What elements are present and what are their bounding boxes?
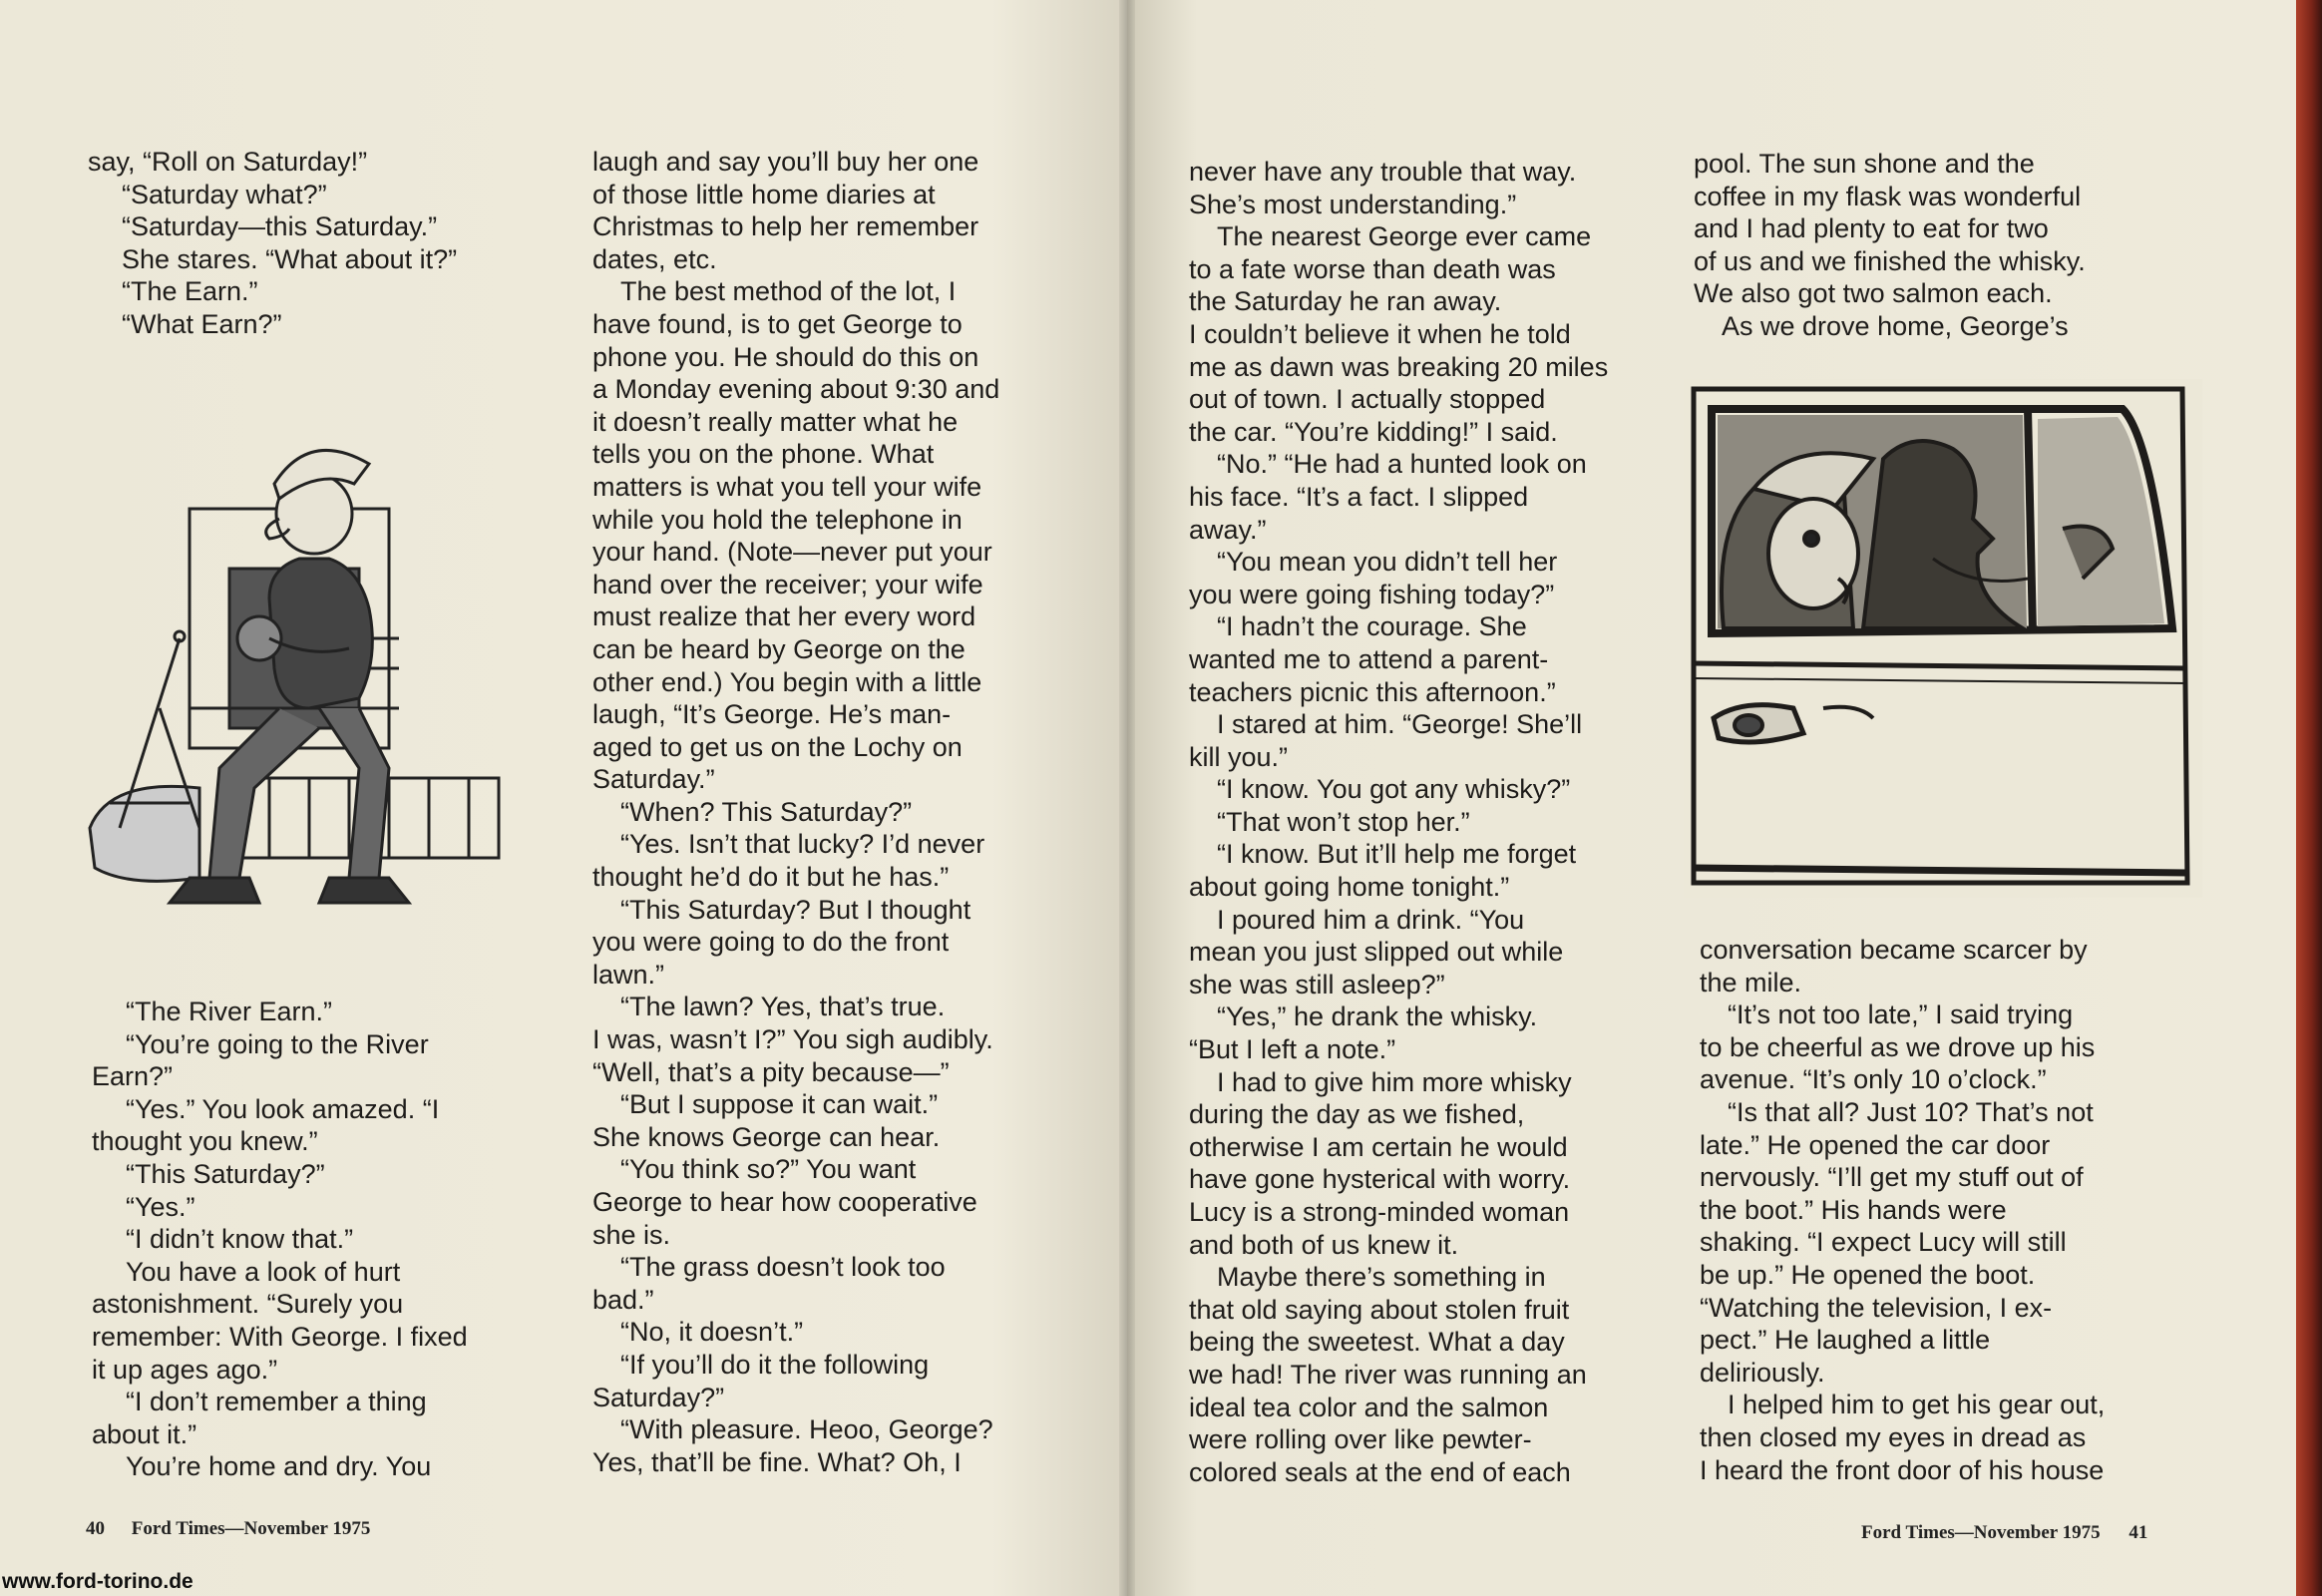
text-line: bad.”	[592, 1284, 654, 1315]
text-line: laugh, “It’s George. He’s man-	[592, 699, 952, 730]
text-line: I was, wasn’t I?” You sigh audibly.	[592, 1024, 993, 1055]
text-line: “This Saturday? But I thought	[620, 894, 971, 925]
text-line: hand over the receiver; your wife	[592, 569, 983, 599]
text-line: his face. “It’s a fact. I slipped	[1189, 481, 1529, 512]
text-line: “No, it doesn’t.”	[620, 1317, 804, 1348]
text-line: I stared at him. “George! She’ll	[1217, 709, 1583, 740]
text-line: say, “Roll on Saturday!”	[88, 147, 368, 177]
text-line: “Watching the television, I ex-	[1700, 1292, 2053, 1323]
website-watermark: www.ford-torino.de	[2, 1570, 194, 1593]
text-line: teachers picnic this afternoon.”	[1189, 676, 1556, 707]
text-line: “Is that all? Just 10? That’s not	[1728, 1096, 2094, 1127]
text-line: be up.” He opened the boot.	[1700, 1259, 2036, 1290]
text-line: the Saturday he ran away.	[1189, 286, 1502, 317]
text-line: colored seals at the end of each	[1189, 1456, 1571, 1487]
text-line: can be heard by George on the	[592, 633, 966, 664]
text-line: Yes, that’ll be fine. What? Oh, I	[592, 1446, 962, 1477]
text-line: “You think so?” You want	[620, 1154, 917, 1185]
text-line: that old saying about stolen fruit	[1189, 1294, 1570, 1325]
text-line: have gone hysterical with worry.	[1189, 1164, 1571, 1195]
text-line: thought you knew.”	[92, 1126, 318, 1157]
page-number: 41	[2128, 1522, 2148, 1543]
text-line: “You’re going to the River	[126, 1028, 429, 1059]
text-line: She stares. “What about it?”	[122, 243, 458, 274]
column-1-bottom	[92, 996, 571, 1483]
book-edge	[2296, 0, 2322, 1596]
text-line: “The grass doesn’t look too	[620, 1252, 946, 1283]
text-line: “The River Earn.”	[126, 997, 333, 1026]
text-line: “With pleasure. Heoo, George?	[620, 1414, 993, 1445]
text-line: it up ages ago.”	[92, 1354, 278, 1385]
text-line: she is.	[592, 1219, 671, 1250]
text-line: “Yes.” You look amazed. “I	[126, 1093, 440, 1124]
text-line: “When? This Saturday?”	[620, 796, 913, 827]
text-line: nervously. “I’ll get my stuff out of	[1700, 1162, 2084, 1193]
text-line: We also got two salmon each.	[1694, 278, 2053, 309]
text-line: conversation became scarcer by	[1700, 935, 2088, 965]
text-line: away.”	[1189, 514, 1267, 545]
text-line: laugh and say you’ll buy her one	[592, 147, 979, 177]
text-line: ideal tea color and the salmon	[1189, 1392, 1549, 1422]
text-line: it doesn’t really matter what he	[592, 406, 959, 437]
text-line: avenue. “It’s only 10 o’clock.”	[1700, 1064, 2047, 1095]
text-line: “You mean you didn’t tell her	[1217, 547, 1558, 578]
text-line: matters is what you tell your wife	[592, 471, 982, 502]
text-line: “Well, that’s a pity because—”	[592, 1056, 950, 1087]
text-line: As we drove home, George’s	[1722, 310, 2069, 341]
text-line: phone you. He should do this on	[592, 341, 979, 372]
text-line: “No.” “He had a hunted look on	[1217, 449, 1587, 480]
text-line: of us and we finished the whisky.	[1694, 245, 2086, 276]
page-number: 40	[86, 1518, 105, 1539]
text-line: coffee in my flask was wonderful	[1694, 181, 2082, 211]
text-line: astonishment. “Surely you	[92, 1289, 404, 1320]
text-line: The best method of the lot, I	[620, 276, 957, 307]
right-page-footer	[1861, 1522, 2147, 1544]
fisherman-illustration	[70, 409, 529, 928]
column-4-top	[1694, 148, 2172, 343]
left-page-footer	[86, 1518, 370, 1540]
text-line: Maybe there’s something in	[1217, 1262, 1546, 1293]
text-line: never have any trouble that way.	[1189, 157, 1577, 187]
text-line: “It’s not too late,” I said trying	[1728, 999, 2074, 1030]
page-gutter	[1119, 0, 1135, 1596]
text-line: lawn.”	[592, 959, 665, 990]
text-line: your hand. (Note—never put your	[592, 537, 992, 568]
text-line: late.” He opened the car door	[1700, 1129, 2051, 1160]
text-line: out of town. I actually stopped	[1189, 384, 1546, 415]
text-line: while you hold the telephone in	[592, 504, 963, 535]
text-line: the boot.” His hands were	[1700, 1194, 2007, 1225]
text-line: “I hadn’t the courage. She	[1217, 611, 1527, 642]
text-line: I had to give him more whisky	[1217, 1066, 1572, 1097]
text-line: I couldn’t believe it when he told	[1189, 318, 1571, 349]
text-line: must realize that her every word	[592, 601, 976, 632]
text-line: wanted me to attend a parent-	[1189, 643, 1549, 674]
text-line: “Saturday—this Saturday.”	[122, 211, 438, 242]
text-line: and I had plenty to eat for two	[1694, 213, 2049, 244]
text-line: “Yes. Isn’t that lucky? I’d never	[620, 829, 985, 860]
text-line: have found, is to get George to	[592, 308, 963, 339]
text-line: of those little home diaries at	[592, 179, 936, 209]
text-line: about going home tonight.”	[1189, 872, 1510, 903]
text-line: a Monday evening about 9:30 and	[592, 374, 1000, 405]
text-line: me as dawn was breaking 20 miles	[1189, 351, 1609, 382]
text-line: during the day as we fished,	[1189, 1099, 1525, 1130]
text-line: the mile.	[1700, 967, 1802, 998]
text-line: the car. “You’re kidding!” I said.	[1189, 416, 1558, 447]
text-line: You have a look of hurt	[126, 1256, 401, 1287]
column-3	[1189, 156, 1688, 1488]
text-line: tells you on the phone. What	[592, 439, 935, 470]
text-line: you were going to do the front	[592, 927, 950, 958]
text-line: She’s most understanding.”	[1189, 189, 1517, 219]
text-line: “That won’t stop her.”	[1217, 806, 1470, 837]
text-line: otherwise I am certain he would	[1189, 1131, 1568, 1162]
text-line: “But I suppose it can wait.”	[620, 1089, 939, 1120]
text-line: she was still asleep?”	[1189, 969, 1445, 999]
text-line: being the sweetest. What a day	[1189, 1327, 1565, 1358]
text-line: You’re home and dry. You	[126, 1451, 432, 1482]
text-line: we had! The river was running an	[1189, 1359, 1587, 1390]
text-line: “I didn’t know that.”	[126, 1224, 354, 1255]
text-line: I poured him a drink. “You	[1217, 904, 1525, 935]
text-line: thought he’d do it but he has.”	[592, 862, 950, 893]
text-line: I heard the front door of his house	[1700, 1454, 2105, 1485]
text-line: and both of us knew it.	[1189, 1229, 1459, 1260]
text-line: other end.) You begin with a little	[592, 666, 982, 697]
text-line: “I don’t remember a thing	[126, 1387, 427, 1417]
text-line: to a fate worse than death was	[1189, 253, 1556, 284]
text-line: about it.”	[92, 1418, 197, 1449]
column-2	[592, 146, 1081, 1478]
text-line: Saturday?”	[592, 1382, 725, 1412]
text-line: to be cheerful as we drove up his	[1700, 1031, 2096, 1062]
text-line: “Saturday what?”	[122, 179, 327, 209]
text-line: dates, etc.	[592, 243, 717, 274]
text-line: She knows George can hear.	[592, 1121, 941, 1152]
text-line: remember: With George. I fixed	[92, 1321, 468, 1352]
text-line: George to hear how cooperative	[592, 1187, 977, 1217]
text-line: mean you just slipped out while	[1189, 937, 1564, 968]
text-line: deliriously.	[1700, 1357, 1825, 1388]
text-line: pect.” He laughed a little	[1700, 1325, 1991, 1356]
text-line: “Yes,” he drank the whisky.	[1217, 1001, 1538, 1032]
text-line: “This Saturday?”	[126, 1158, 325, 1189]
text-line: were rolling over like pewter-	[1189, 1424, 1532, 1455]
text-line: kill you.”	[1189, 741, 1289, 772]
text-line: “The Earn.”	[122, 276, 258, 307]
text-line: shaking. “I expect Lucy will still	[1700, 1227, 2067, 1258]
text-line: “But I left a note.”	[1189, 1034, 1396, 1065]
text-line: “I know. But it’ll help me forget	[1217, 839, 1577, 870]
publication-title: Ford Times—November 1975	[131, 1518, 371, 1539]
column-4-bottom	[1700, 934, 2178, 1486]
text-line: pool. The sun shone and the	[1694, 149, 2035, 179]
text-line: aged to get us on the Lochy on	[592, 731, 963, 762]
publication-title: Ford Times—November 1975	[1861, 1522, 2101, 1543]
text-line: The nearest George ever came	[1217, 221, 1592, 252]
text-line: then closed my eyes in dread as	[1700, 1421, 2087, 1452]
text-line: “I know. You got any whisky?”	[1217, 774, 1571, 805]
column-1-top	[88, 146, 567, 341]
text-line: “What Earn?”	[122, 308, 282, 339]
text-line: Lucy is a strong-minded woman	[1189, 1197, 1570, 1227]
car-window-illustration	[1684, 379, 2202, 898]
text-line: Earn?”	[92, 1061, 174, 1092]
text-line: you were going fishing today?”	[1189, 579, 1555, 609]
text-line: “Yes.”	[126, 1191, 195, 1222]
text-line: “If you’ll do it the following	[620, 1349, 930, 1380]
text-line: Christmas to help her remember	[592, 211, 979, 242]
text-line: “The lawn? Yes, that’s true.	[620, 992, 946, 1022]
text-line: I helped him to get his gear out,	[1728, 1390, 2106, 1420]
text-line: Saturday.”	[592, 764, 715, 795]
